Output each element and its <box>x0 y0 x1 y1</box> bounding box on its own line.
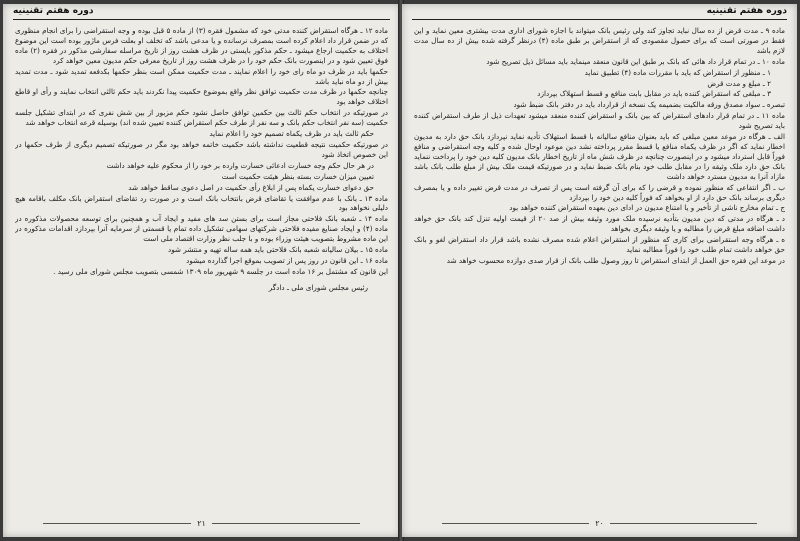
page-number: ۲۱ <box>191 519 212 528</box>
right-page <box>402 4 797 537</box>
paragraph: ۱ ـ منظور از استقراض که باید با مقررات ماده (۴) تطبیق نماید <box>584 67 771 77</box>
paragraph: در صورتیکه در انتخاب حکم ثالث بین حکمین توافق حاصل نشود حکم مزبور از بین شش نفری که در ابتدای تشکیل جلسه حکمیت (سه نفر انتخاب حکم بانک و سه نفر از طرف حکم استقراض کننده تعیین شده اند) بوسیله قرعه انتخاب خواهد شد <box>15 108 388 128</box>
header-title: دوره هفتم تقنینیه <box>13 6 94 16</box>
paragraph: د ـ هرگاه در مدتی که دین مدیون بتأدیه نرسیده ملک مورد وثیقه بیش از صد ۲۰ از قیمت اولیه تنزل کند بانک حق خواهد داشت اضافه مبلغ قرض را مطالبه و یا وثیقه دیگری بخواهد <box>414 214 785 234</box>
paragraph: تبصره ـ سواد مصدق ورقه مالکیت بضمیمه یک نسخه از قرارداد باید در دفتر بانک ضبط شود <box>513 100 785 110</box>
paragraph: حکم ثالث باید در ظرف یکماه تصمیم خود را اعلام نماید <box>209 129 374 139</box>
paragraph: ماده ۱۰ ـ در تمام قرار داد هائی که بانک بر طبق این قانون منعقد مینماید باید مسائل ذیل تصریح شود <box>486 56 785 66</box>
signature: رئیس مجلس شورای ملی ـ دادگر <box>268 282 368 292</box>
paragraph: ۲ ـ مبلغ و مدت قرض <box>707 78 771 88</box>
left-page <box>3 4 400 537</box>
paragraph: در صورتیکه حکمیت نتیجه قطعیت نداشته باشد حکمیت خاتمه خواهد بود مگر در صورتیکه تصمیم دیگری از طرف حکمها در این خصوص اتخاذ شود <box>15 139 388 159</box>
paragraph: ج ـ تمام مخارج ناشی از تأخیر و یا امتناع مدیون در ادای دین بعهده استقراض کننده خواهد بود <box>509 203 785 213</box>
paragraph: ه ـ هرگاه وجه استقراضی برای کاری که منظور از استقراض اعلام شده مصرف نشده باشد قرار داد استقراض لغو و بانک حق خواهد داشت تمام طلب خود را فوراً مطالبه نماید <box>414 235 785 255</box>
page-header <box>13 7 390 20</box>
paragraph: این قانون که مشتمل بر ۱۶ ماده است در جلسه ۹ شهریور ماه ۱۳۰۹ شمسی بتصویب مجلس شورای ملی رسید . <box>53 266 388 276</box>
paragraph: الف ـ هرگاه در موعد معین مبلغی که باید بعنوان منافع سالیانه با قسط استهلاک تأدیه نماید نپردازد بانک حق دارد به مدیون اخطار نماید که اگر در ظرف یکماه منافع یا قسط مقرر پرداخته نشد دین موعود اوحال شده و کلیه وجه استقراضی و منافع فوراً قابل استرداد میشود و در اینصورت چنانچه در ظرف شش ماه از تاریخ اخطار بانک مدیون کلیه دین خود را پرداخت ننماید بانک حق دارد ملک وثیقه را در مقابل طلب خود بنام بانک ضبط نماید و در صورتیکه قیمت ملک بیش از مبلغ طلب بانک باشد مازاد آنرا به مدیون مسترد خواهد داشت <box>414 132 785 181</box>
paragraph: ماده ۱۴ ـ شعبه بانک فلاحتی مجاز است برای بستن سد های مفید و ایجاد آب و همچنین برای توسعه محصولات مذکوره در ماده (۴) و ایجاد صنایع مفیده فلاحتی شرکتهای سهامی تشکیل داده تمام یا قسمتی از سرمایه آنرا بپردازد اقدامات مذکوره در این ماده مشروط بتصویب هیئت وزراء بوده و با جلب نظر وزارت اقتصاد ملی است <box>15 214 388 244</box>
paragraph: ماده ۱۱ ـ در تمام قرار دادهای استقراض که بین بانک و استقراض کننده منعقد میشود تعهدات ذیل از طرف استقراض کننده باید تصریح شود <box>414 111 785 131</box>
paragraph: در هر حال حکم وجه خسارت ادعائی خسارت وارده بر خود را از محکوم علیه خواهد داشت <box>106 160 374 170</box>
page-body <box>15 26 388 507</box>
paragraph: ۳ ـ مبلغی که استقراض کننده باید در مقابل بابت منافع و قسط استهلاک بپردازد <box>537 89 771 99</box>
paragraph: ماده ۹ ـ مدت قرض از ده سال نباید تجاوز کند ولی رئیس بانک میتواند با اجازه شورای اداری مدت بیشتری معین نماید و این فقط در صورتی است که برای حصول مقصودی که از استقراض بر طبق ماده (۴) درنظر گرفته شده بیش از ده سال مدت لازم باشد <box>414 26 785 55</box>
paragraph: ماده ۱۳ ـ بانک با عدم موافقت یا تقاضای قرض بانتخاب بانک است و در صورت رد تقاضای استقراض بانک مکلف باقامه هیچ دلیلی نخواهد بود <box>15 193 388 213</box>
paragraph: حق دعوای خسارت یکماه پس از ابلاغ رأی حکمیت در اصل دعوی ساقط خواهد شد <box>128 182 374 192</box>
page-header <box>412 7 787 20</box>
paragraph: در موعد این فقره حق العمل از ابتدای استقراض تا روز وصول طلب بانک از قرار صدی دوازده محسوب خواهد شد <box>446 255 785 265</box>
header-title: دوره هفتم تقنینیه <box>706 6 787 16</box>
page-number: ۲۰ <box>589 519 610 528</box>
paragraph: ماده ۱۶ ـ این قانون در روز پس از تصویب بموقع اجرا گذارده میشود <box>186 255 388 265</box>
page-footer <box>442 519 757 527</box>
paragraph: تعیین میزان خسارت بسته بنظر هیئت حکمیت است <box>221 171 374 181</box>
paragraph: چنانچه حکمها در ظرف مدت حکمیت توافق نظر واقع بموضوع حکمیت پیدا نکردند باید حکم ثالثی انتخاب نمایند و رأی او قاطع اختلاف خواهد بود <box>15 87 388 107</box>
paragraph: حکمها باید در ظرف دو ماه رای خود را اعلام نمایند ـ مدت حکمیت ممکن است بنظر حکمها بکدفعه تمدید شود ـ مدت تمدید بیش از دو ماه نباید باشد <box>15 66 388 86</box>
page-body <box>414 26 785 507</box>
paragraph: ماده ۱۲ ـ هرگاه استقراض کننده مدتی خود که مشمول فقره (۳) از ماده ۵ قبل بوده و وجه استقراضی را برای انجام منظوری که در ضمن قرار داد اعلام کرده است بمصرف نرسانده و یا مدعی باشد که تخلف او بعلت فرس ماژور بوده است این موضوع اختلاف به حکمیت ارجاع میشود ـ حکم مذکور بایستی در ظرف هشت روز از تاریخ مراسله سفارشی مذکور در فقره (۲) ماده فوق تعیین شود و در اینصورت بانک حکم خود را در ظرف هشت روز از تاریخ معرفی حکم مدیون معین خواهد کرد <box>15 26 388 65</box>
page-footer <box>43 519 360 527</box>
paragraph: ماده ۱۵ ـ بیلان سالیانه شعبه بانک فلاحتی باید همه ساله تهیه و منتشر شود <box>168 245 388 255</box>
paragraph: ب ـ اگر انتفاعی که منظور نموده و قرضی را که برای آن گرفته است پس از تصرف در مدت قرض تغییر داده و یا بمصرف دیگری برساند بانک حق دارد از او بخواهد که فوراً کلیه دین خود را بپردازد <box>414 182 785 202</box>
